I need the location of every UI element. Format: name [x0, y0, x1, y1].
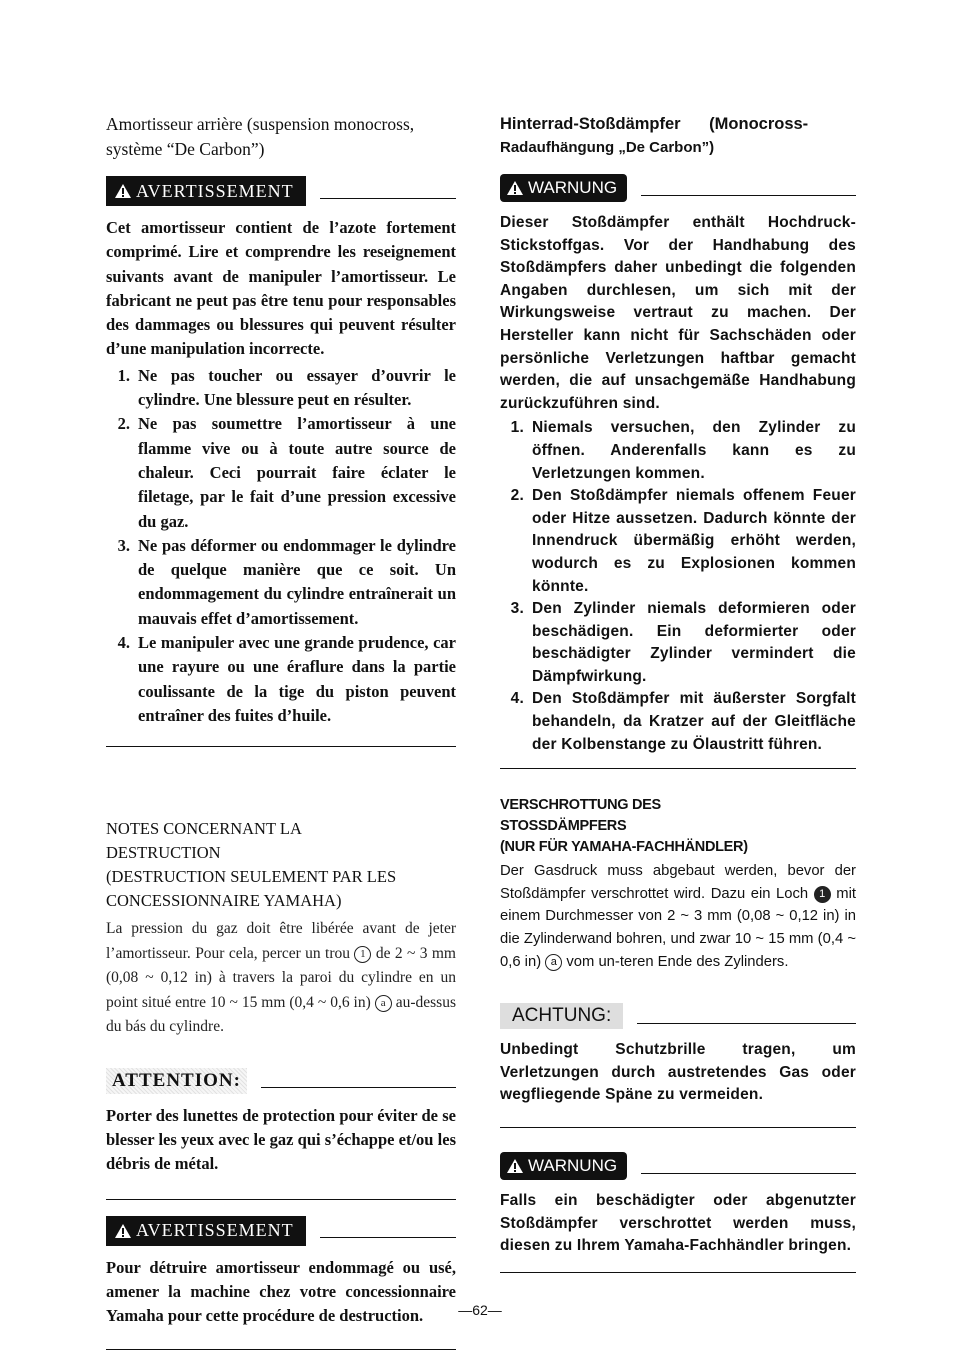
- list-item-text: Niemals versuchen, den Zylinder zu öffnen. Anderenfalls kann es zu Verletzungen kommen.: [532, 419, 856, 482]
- de-attention-header-rule: [637, 1023, 856, 1024]
- de-attention-header: [500, 1003, 856, 1029]
- list-item-number: 3.: [117, 535, 130, 555]
- list-item-number: 2.: [117, 414, 130, 434]
- de-section-title-line: Radaufhängung „De Carbon”): [500, 139, 715, 156]
- de-attention-body: Unbedingt Schutzbrille tragen, um Verletzungen durch austretendes Gas oder wegfliegende Späne zu vermeiden.: [500, 1041, 856, 1104]
- list-item: [500, 688, 856, 756]
- fr-attention-label: ATTENTION:: [106, 1068, 247, 1094]
- list-item: [500, 417, 856, 485]
- list-item-text: Den Stoßdämpfer niemals offenem Feuer oder Hitze aussetzen. Dadurch könnte der Innendruck übermäßig erhöht werden, wodurch es zu Explosionen kommen könnte.: [532, 487, 856, 595]
- fr-notes-body: [106, 917, 456, 1040]
- de-notes-text: Der Gasdruck muss abgebaut werden, bevor der Stoßdämpfer verschrottet wird. Dazu ein Loch: [500, 863, 856, 902]
- de-warning2-header-rule: [641, 1173, 856, 1174]
- fr-notes-text: La pression du gaz doit être libérée avant de jeter l’amortisseur. Pour cela, percer un trou: [106, 920, 456, 962]
- de-warning-body: Dieser Stoßdämpfer enthält Hochdruck-Stickstoffgas. Vor der Handhabung des Stoßdämpfers daher unbedingt die folgenden Angaben durchlesen, um sich mit der Wirkungsweise vertraut zu machen. Der Hersteller kann nicht für Sachschäden oder persönliche Verletzungen haftbar gemacht werden, die auf unsachgemäße Handhabung zurückzuführen sind.: [500, 214, 856, 412]
- fr-warning2-end-rule: [106, 1349, 456, 1350]
- list-item-text: Ne pas toucher ou essayer d’ouvrir le cylindre. Une blessure peut en résulter.: [138, 365, 456, 410]
- de-warning2-header: [500, 1152, 856, 1180]
- de-notes-heading-line: VERSCHROTTUNG DES: [500, 797, 661, 814]
- fr-warning-list: [106, 364, 456, 728]
- list-item: [106, 534, 456, 631]
- list-item-text: Den Zylinder niemals deformieren oder beschädigen. Ein deformierter oder beschädigter Zylinder vermindert die Dämpfwirkung.: [532, 600, 856, 685]
- fr-notes-heading-line: (DESTRUCTION SEULEMENT PAR LES: [106, 867, 397, 887]
- list-item-text: Ne pas soumettre l’amortisseur à une flamme vive ou à toute autre source de chaleur. Ceci pourrait faire éclater le filetage, par le fait d’une pression excessive du gaz.: [138, 414, 456, 531]
- de-attention-label: ACHTUNG:: [500, 1003, 623, 1029]
- fr-warning2-label: [106, 1216, 306, 1246]
- warning-triangle-icon: [114, 1223, 132, 1239]
- de-warning-label-text: WARNUNG: [528, 178, 618, 197]
- list-item-number: 1.: [117, 365, 130, 385]
- list-item-number: 1.: [510, 419, 524, 437]
- fr-notes-heading-line: CONCESSIONNAIRE YAMAHA): [106, 891, 342, 911]
- de-warning2-end-rule: [500, 1272, 856, 1273]
- fr-warning2-header: [106, 1216, 456, 1246]
- warning-triangle-icon: [114, 183, 132, 199]
- german-column: [500, 112, 856, 1273]
- fr-attention-header-rule: [261, 1087, 456, 1088]
- callout-a-icon: a: [545, 954, 562, 971]
- list-item-number: 4.: [117, 633, 130, 653]
- list-item-text: Den Stoßdämpfer mit äußerster Sorgfalt behandeln, da Kratzer auf der Gleitfläche der Kolbenstange zu Ölaustritt führen.: [532, 690, 856, 753]
- de-warning2-label-text: WARNUNG: [528, 1156, 618, 1175]
- de-attention-end-rule: [500, 1127, 856, 1128]
- list-item: [106, 364, 456, 413]
- fr-attention-end-rule: [106, 1199, 456, 1200]
- french-column: [106, 112, 456, 1350]
- fr-section-title: Amortisseur arrière (suspension monocross, système “De Carbon”): [106, 114, 415, 159]
- fr-notes-heading: [106, 817, 456, 913]
- fr-attention-body: Porter des lunettes de protection pour éviter de se blesser les yeux avec le gaz qui s’échappe et/ou les débris de métal.: [106, 1105, 456, 1174]
- callout-1-icon: 1: [354, 946, 371, 963]
- list-item-number: 2.: [510, 487, 524, 505]
- list-item-text: Le manipuler avec une grande prudence, car une rayure ou une éraflure dans la partie coulissante de la tige du piston peuvent entraîner des fuites d’huile.: [138, 633, 456, 725]
- de-warning-header: [500, 174, 856, 202]
- de-notes-heading: [500, 795, 856, 858]
- fr-warning-body: Cet amortisseur contient de l’azote fortement comprimé. Lire et comprendre les reseignement suivants avant de manipuler l’amortisseur. Le fabricant ne peut pas être tenu pour responsables des dammages ou blessures qui peuvent résulter d’une manipulation incorrecte.: [106, 218, 456, 359]
- de-notes-text: mit einem Durchmesser von 2 ~ 3 mm (0,08 ~ 0,12 in) in die Zylinderwand bohren, und zwar 10 ~ 15 mm (0,4 ~ 0,6 in): [500, 885, 856, 970]
- page-number: —62—: [458, 1302, 502, 1318]
- fr-attention-header: [106, 1068, 456, 1094]
- de-warning2-label: [500, 1152, 627, 1180]
- de-section-title: [500, 112, 856, 160]
- de-notes-body: [500, 860, 856, 973]
- de-warning-header-rule: [641, 195, 856, 196]
- fr-notes-text: de 2 ~ 3 mm (0,08 ~ 0,12 in) à travers la paroi du cylindre en un point situé entre 10 ~ 15 mm (0,4 ~ 0,6 in): [106, 944, 456, 1011]
- list-item-text: Ne pas déformer ou endommager le dylindre de quelque manière que ce soit. Un endommagement du cylindre entraînerait un mauvais effet d’amortissement.: [138, 535, 456, 628]
- de-section-title-line: Hinterrad-Stoßdämpfer (Monocross-: [500, 115, 809, 133]
- fr-notes-text: au-dessus du bás du cylindre.: [106, 993, 456, 1036]
- list-item-number: 4.: [510, 690, 524, 708]
- de-warning-label: [500, 174, 627, 202]
- de-warning-list: [500, 417, 856, 756]
- fr-warning2-header-rule: [320, 1237, 456, 1238]
- fr-warning-label-text: AVERTISSEMENT: [136, 180, 294, 201]
- de-notes-text: vom un-teren Ende des Zylinders.: [566, 953, 789, 970]
- warning-triangle-icon: [506, 1158, 524, 1174]
- fr-warning-header-rule: [320, 198, 456, 199]
- fr-notes-heading-line: NOTES CONCERNANT LA: [106, 819, 302, 839]
- fr-notes-heading-line: DESTRUCTION: [106, 843, 221, 863]
- list-item: [500, 485, 856, 598]
- list-item-number: 3.: [510, 600, 524, 618]
- de-notes-heading-line: STOSSDÄMPFERS: [500, 818, 627, 835]
- list-item: [500, 598, 856, 688]
- fr-warning2-body: Pour détruire amortisseur endommagé ou usé, amener la machine chez votre concessionnaire Yamaha pour cette procédure de destruction.: [106, 1257, 456, 1326]
- fr-warning-label: [106, 176, 306, 206]
- list-item: [106, 631, 456, 728]
- fr-warning2-label-text: AVERTISSEMENT: [136, 1220, 294, 1241]
- warning-triangle-icon: [506, 180, 524, 196]
- de-warning2-body: Falls ein beschädigter oder abgenutzter Stoßdämpfer verschrottet werden muss, diesen zu Ihrem Yamaha-Fachhändler bringen.: [500, 1192, 856, 1255]
- fr-warning-header: [106, 176, 456, 206]
- callout-a-icon: a: [375, 995, 392, 1012]
- de-notes-heading-line: (NUR FÜR YAMAHA-FACHHÄNDLER): [500, 839, 748, 856]
- callout-1-icon: 1: [814, 886, 831, 903]
- list-item: [106, 412, 456, 533]
